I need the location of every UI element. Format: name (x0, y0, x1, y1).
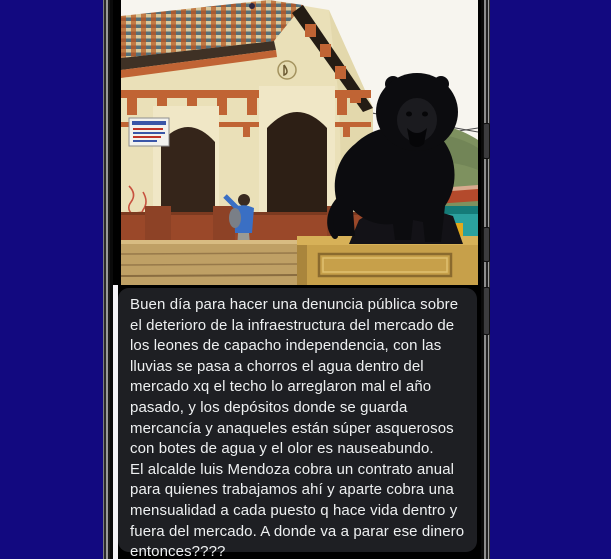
message-line: entonces???? (130, 543, 226, 559)
phone-screen (113, 0, 481, 559)
volume-down-button[interactable] (483, 227, 490, 262)
message-line: fuera del mercado. A donde va a parar ese dinero (130, 522, 465, 540)
sign-plaque (129, 118, 169, 146)
phone-right-edge (481, 0, 490, 559)
message-line: lluvias se pasa a chorros el agua dentro del (130, 357, 424, 375)
message-section (113, 285, 481, 559)
phone (103, 0, 490, 559)
phone-left-edge (103, 0, 113, 559)
message-line: con botes de agua y el olor es nauseabundo. (130, 440, 434, 458)
message-text (130, 295, 477, 559)
volume-up-button[interactable] (483, 123, 490, 159)
message-line: El alcalde luis Mendoza cobra un contrato anual (130, 460, 455, 478)
bird-icon (249, 3, 255, 9)
message-line: mensualidad a cada puesto q hace vida dentro y (130, 501, 458, 519)
message-bubble (118, 288, 477, 559)
message-line: Buen día para hacer una denuncia pública sobre (130, 296, 459, 313)
message-line: pasado, y los depósitos donde se guarda (130, 398, 408, 416)
market-photo-illustration (121, 0, 478, 285)
market-photo (121, 0, 478, 285)
medallion (278, 61, 296, 79)
message-line: mercancía y anaqueles están súper asquerosos (130, 419, 454, 437)
message-line: para quienes trabajamos ahí y aparte cobra una (130, 481, 454, 499)
power-button[interactable] (483, 287, 490, 335)
message-line: el deterioro de la infraestructura del mercado de (130, 316, 455, 334)
message-line: mercado xq el techo lo arreglaron mal el año (130, 378, 432, 396)
message-line: los leones de capacho independencia, con las (130, 337, 442, 355)
